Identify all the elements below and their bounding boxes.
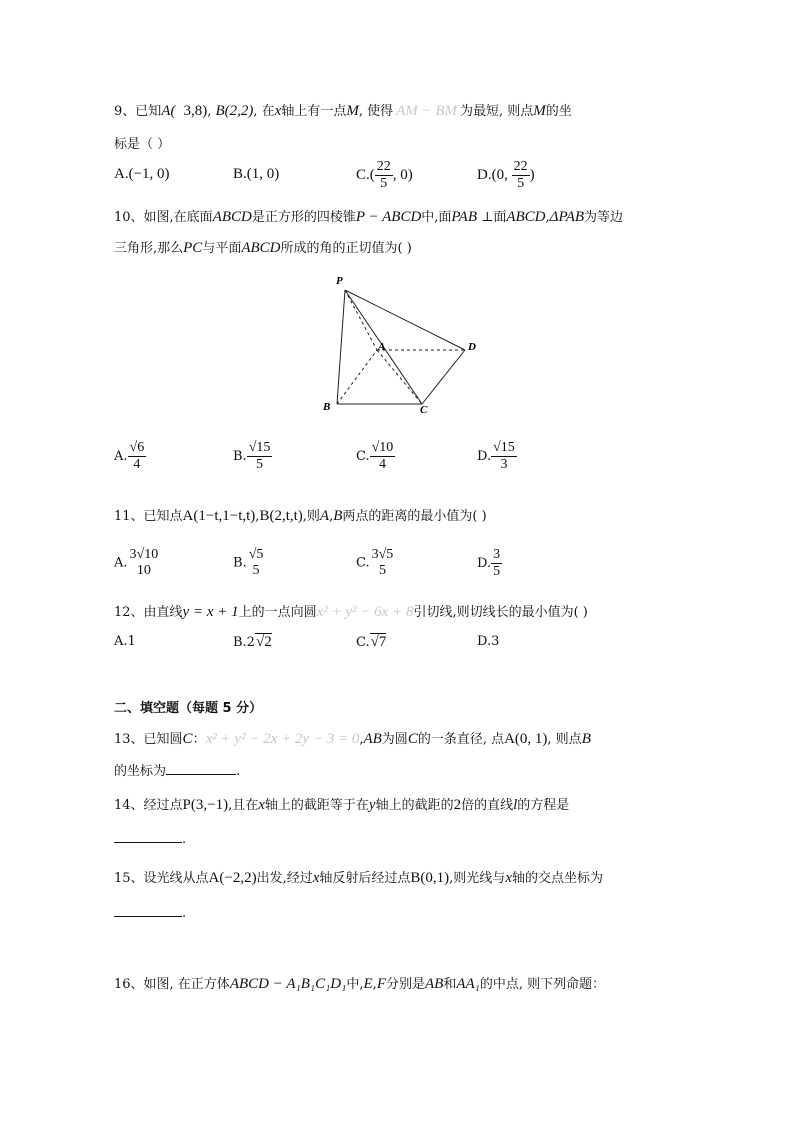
q13-text: 13、已知圆 (114, 732, 183, 747)
q15-period: . (182, 906, 187, 921)
q12-option-a: A.1 (114, 634, 136, 649)
q16-text: , (372, 977, 377, 992)
q10-text: ⊥面 (476, 210, 507, 225)
q15-x: x (505, 870, 512, 886)
q13-text: 的一条直径, 点 (417, 732, 505, 747)
q13-ab: AB (363, 731, 382, 747)
q10-abcd: ABCD (241, 240, 281, 256)
q9-point-b: B(2,2) (215, 103, 254, 119)
q10-text: 三角形,那么 (114, 241, 184, 256)
q11-option-c: C. 3√5 5 (356, 547, 394, 578)
q15-text: 15、设光线从点 (114, 871, 209, 886)
q13-c: C (407, 731, 418, 747)
q11-text: , (255, 509, 260, 524)
q16-text: 16、如图, 在正方体 (114, 977, 230, 992)
q14-two: 2 (453, 797, 462, 813)
q13-line1 (114, 728, 591, 748)
q10-text: 中,面 (421, 210, 452, 225)
q13-text: , (359, 732, 364, 747)
q13-text: ： (192, 732, 206, 747)
q9-m: M (346, 103, 359, 119)
q9-m: M (533, 103, 546, 119)
q11-b: B (333, 508, 343, 524)
q15-text: 轴的交点坐标为 (511, 871, 603, 886)
q11-a: A (319, 508, 330, 524)
q15-point-b: B(0,1) (410, 870, 450, 886)
q11-option-d: D. $\frac{3}{5}$ (477, 547, 501, 579)
q10-option-a: A. $\frac{√6}{4}$ (114, 440, 145, 472)
q16-f: F (376, 976, 386, 992)
q15-line1 (114, 867, 603, 887)
q15-text: 轴反射后经过点 (319, 871, 411, 886)
q13-text: 的坐标为 (114, 764, 167, 779)
q14-text: ,且在 (228, 798, 259, 813)
q11-option-b: B. √5 5 (233, 547, 264, 578)
q13-line2 (114, 760, 240, 779)
section-heading: 二、填空题（每题 5 分） (114, 701, 263, 716)
q9-text: , 在 (253, 104, 275, 119)
q14-point-p: P(3,−1) (182, 797, 229, 813)
q10-option-b: B. $\frac{√15}{5}$ (233, 440, 271, 472)
q10-pc: PC (183, 240, 203, 256)
q12-text: 引切线,则切线长的最小值为( ) (413, 605, 588, 620)
q10-text: 所成的角的正切值为( ) (280, 241, 412, 256)
q13-point-a: A(0, 1) (504, 731, 548, 747)
q16-e: E (363, 976, 373, 992)
q15-text: ,则光线与 (449, 871, 506, 886)
q13-circle-eq: x² + y² − 2x + 2y − 3 = 0 (205, 731, 360, 747)
q10-line1 (114, 206, 623, 226)
q16-text: 中, (346, 977, 364, 992)
q13-c: C (182, 731, 193, 747)
q15-line2 (114, 906, 186, 921)
q12-option-b: B.2√2 (233, 634, 272, 650)
q14-period: . (182, 832, 187, 847)
q13-text: 为圆 (381, 732, 408, 747)
q14-text: 的方程是 (517, 798, 570, 813)
q9-text: 为最短, 则点 (460, 104, 534, 119)
q9-text: 的坐 (545, 104, 572, 119)
q10-line2 (114, 237, 412, 257)
q11-line1 (114, 505, 487, 525)
figure-label-a: A (378, 341, 386, 353)
q12-line-eq: y = x + 1 (182, 604, 239, 620)
q16-text: 和 (443, 977, 457, 992)
q9-text: 9、已知 (114, 104, 162, 119)
q10-abcd: ABCD (212, 209, 252, 225)
q10-text: 10、如图,在底面 (114, 210, 213, 225)
q16-cube: ABCD − A₁B₁C₁D₁ (229, 976, 347, 992)
q11-text: 两点的距离的最小值为( ) (342, 509, 487, 524)
q13-text: , 则点 (547, 732, 582, 747)
q10-text: , (545, 210, 550, 225)
q13-period: . (236, 764, 241, 779)
q16-text: 分别是 (385, 977, 425, 992)
q10-option-c: C. $\frac{√10}{4}$ (356, 440, 394, 472)
q9-line1 (114, 100, 572, 120)
answer-blank[interactable] (166, 774, 236, 775)
q10-triangle-pab: ΔPAB (549, 209, 585, 225)
figure-label-d: D (468, 341, 476, 353)
q11-text: ,则 (302, 509, 320, 524)
q13-b: B (581, 731, 591, 747)
q9-x: x (274, 103, 282, 119)
q9-option-d: D.(0, $\frac{22}{5}$ ) (477, 159, 535, 191)
q9-line2: 标是（ ） (114, 137, 171, 152)
q9-point-a: A( (161, 103, 176, 119)
q12-option-c: C.√7 (356, 634, 387, 650)
q11-option-a: A. 3√10 10 (114, 547, 159, 578)
q12-option-d: D.3 (477, 634, 500, 649)
q9-text: , (207, 104, 216, 119)
q9-point-a-coords: 3,8) (183, 103, 208, 119)
answer-blank[interactable] (114, 916, 182, 917)
q10-pyramid: P − ABCD (355, 209, 422, 225)
q12-text: 12、由直线 (114, 605, 183, 620)
q16-aa1: AA₁ (456, 976, 480, 992)
q14-line2 (114, 832, 186, 847)
q9-text: 轴上有一点 (281, 104, 347, 119)
q11-point-a: A(1−t,1−t,t) (182, 508, 256, 524)
q16-text: 的中点, 则下列命题： (479, 977, 606, 992)
q14-text: 轴上的截距等于在 (264, 798, 369, 813)
q12-text: 上的一点向圆 (238, 605, 317, 620)
q10-option-d: D. $\frac{√15}{3}$ (477, 440, 515, 472)
q14-line1 (114, 794, 569, 814)
figure-label-c: C (420, 404, 428, 416)
q11-text: , (329, 509, 334, 524)
q15-text: 出发,经过 (256, 871, 313, 886)
q9-option-c: C.( $\frac{22}{5}$ , 0) (356, 159, 413, 191)
q11-point-b: B(2,t,t) (259, 508, 303, 524)
q9-expression: AM − BM (396, 103, 458, 119)
q15-x: x (312, 870, 320, 886)
q14-x: x (258, 797, 265, 813)
q14-l: l (513, 797, 518, 813)
q16-ab: AB (425, 976, 444, 992)
q10-abcd: ABCD (506, 209, 546, 225)
figure-label-b: B (323, 401, 331, 413)
q15-point-a: A(−2,2) (208, 870, 257, 886)
q12-line1 (114, 601, 588, 621)
q14-text: 倍的直线 (461, 798, 514, 813)
q14-y: y (368, 797, 376, 813)
q10-pab: PAB (451, 209, 477, 225)
q10-text: 与平面 (202, 241, 242, 256)
q10-text: 为等边 (584, 210, 624, 225)
pyramid-figure (315, 270, 490, 420)
q10-text: 是正方形的四棱锥 (251, 210, 356, 225)
q11-text: 11、已知点 (114, 509, 183, 524)
q12-circle-eq: x² + y² − 6x + 8 (316, 604, 414, 620)
q14-text: 14、经过点 (114, 798, 183, 813)
q16-line1 (114, 973, 605, 993)
q9-text: , 使得 (358, 104, 394, 119)
answer-blank[interactable] (114, 842, 182, 843)
q9-option-a: A.(−1, 0) (114, 166, 170, 182)
q9-option-b: B.(1, 0) (233, 166, 280, 182)
figure-label-p: P (336, 275, 343, 287)
q14-text: 轴上的截距的 (375, 798, 454, 813)
